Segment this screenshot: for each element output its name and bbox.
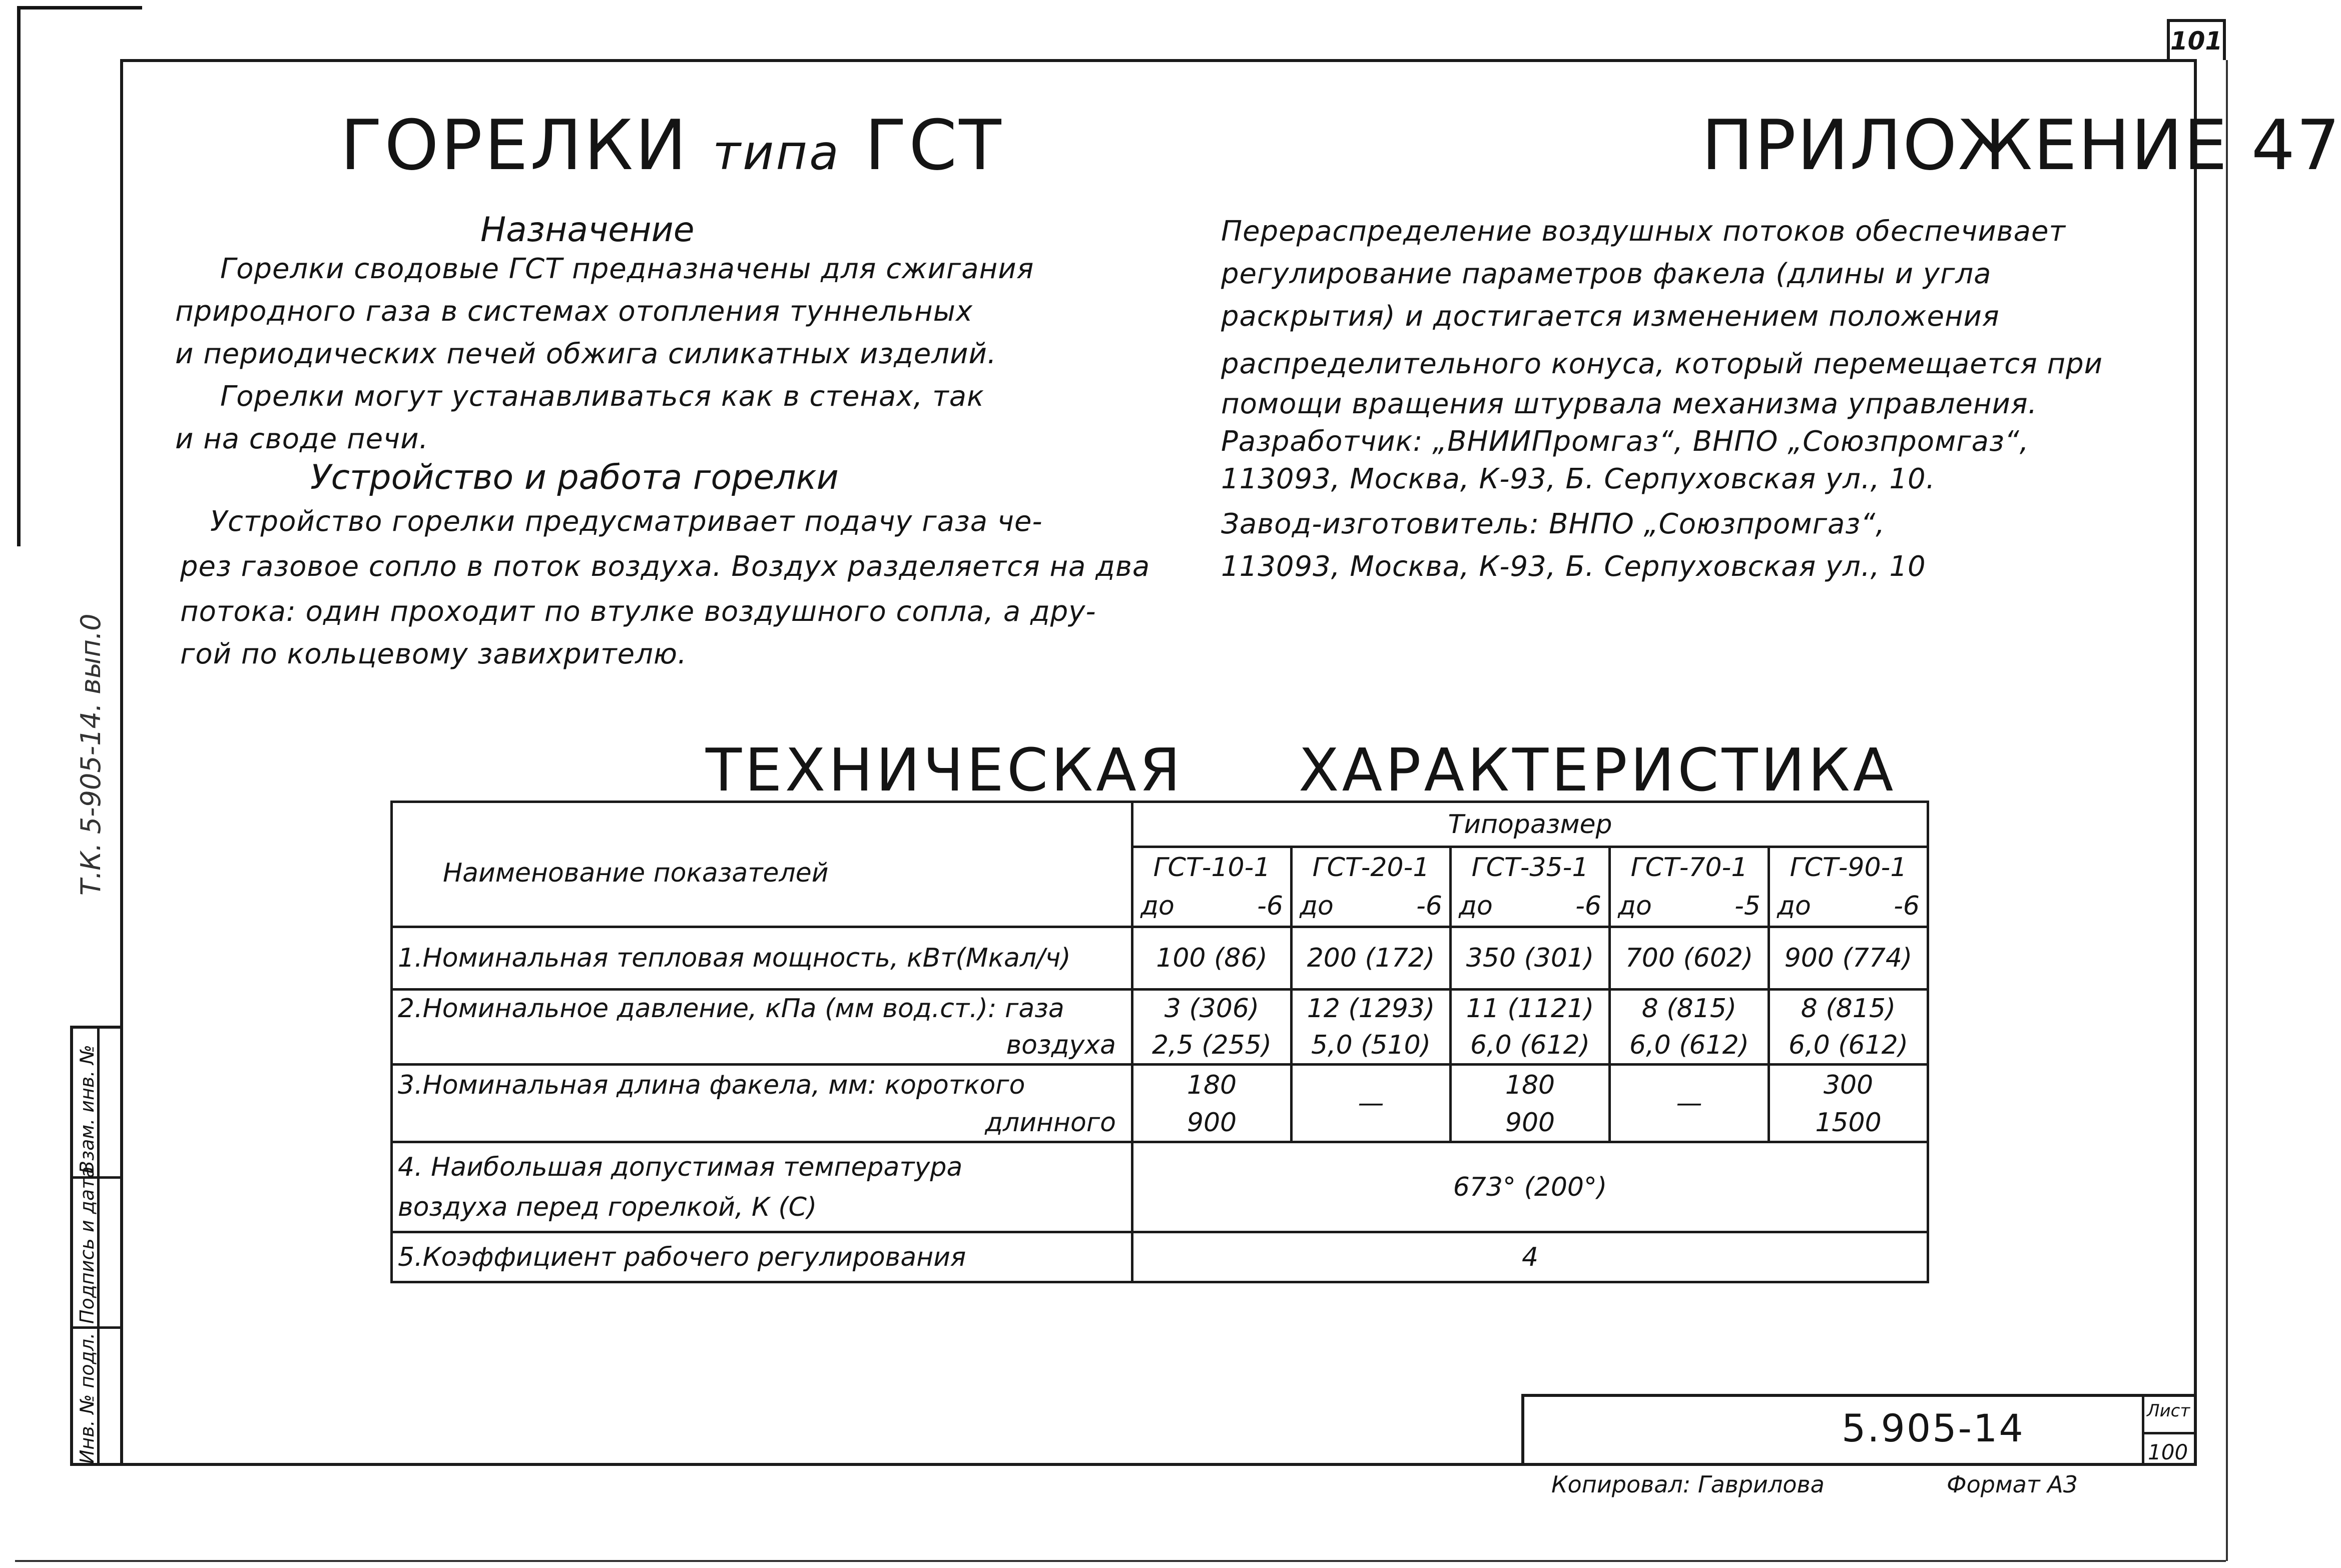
outer-frame-right [2226, 60, 2228, 1561]
header-group: Типоразмер [1132, 802, 1928, 847]
title-end: ГСТ [864, 105, 1003, 186]
model-range-2 [1292, 887, 1451, 927]
model-range-to-1: -6 [1257, 891, 1283, 922]
right-line-3: раскрытия) и достигается изменением положения [1221, 300, 2000, 333]
device-line-4: гой по кольцевому завихрителю. [180, 638, 687, 670]
right-line-4: распределительного конуса, который перемещается при [1221, 348, 2103, 380]
table-row [392, 927, 1928, 990]
model-range-from-4: до [1618, 891, 1652, 922]
outer-frame-top [17, 6, 142, 10]
model-range-from-2: до [1300, 891, 1334, 922]
purpose-line-5: и на своде печи. [175, 423, 429, 455]
tech-title-a: ТЕХНИЧЕСКАЯ [706, 735, 1184, 805]
model-name-3: ГСТ-35-1 [1451, 847, 1610, 887]
device-line-2: рез газовое сопло в поток воздуха. Воздух разделяется на два [180, 550, 1150, 583]
row3-label-a: 3.Номинальная длина факела, мм: короткого [392, 1065, 1132, 1105]
row3-short-2: — [1292, 1065, 1451, 1142]
side-label-inventory: Инв. № подл. [76, 1332, 98, 1464]
sheet-format: Формат А3 [1947, 1471, 2078, 1498]
row2-air-2: 5,0 (510) [1292, 1027, 1451, 1065]
purpose-line-2: природного газа в системах отопления туннельных [175, 295, 973, 328]
copied-by: Копировал: Гаврилова [1551, 1471, 1825, 1498]
model-name-2: ГСТ-20-1 [1292, 847, 1451, 887]
row3-long-1: 900 [1132, 1105, 1292, 1142]
purpose-line-3: и периодических печей обжига силикатных изделий. [175, 338, 997, 370]
outer-frame-left [17, 6, 21, 546]
row3-long-3: 900 [1451, 1105, 1610, 1142]
row5-value: 4 [1132, 1232, 1928, 1282]
row3-short-5: 300 [1769, 1065, 1928, 1105]
row5-label: 5.Коэффициент рабочего регулирования [392, 1232, 1132, 1282]
sheet-label: Лист [2147, 1401, 2190, 1421]
model-range-to-4: -5 [1734, 891, 1761, 922]
row3-long-5: 1500 [1769, 1105, 1928, 1142]
title-small: типа [713, 125, 841, 181]
table-row [392, 1027, 1928, 1065]
page-number: 101 [2167, 19, 2226, 60]
right-line-8: Завод-изготовитель: ВНПО „Союзпромгаз“, [1221, 508, 1885, 540]
row2-label-b: воздуха [392, 1027, 1132, 1065]
right-line-9: 113093, Москва, К-93, Б. Серпуховская ул., 10 [1221, 550, 1926, 583]
table-row [392, 1065, 1928, 1105]
model-range-3 [1451, 887, 1610, 927]
row2-air-1: 2,5 (255) [1132, 1027, 1292, 1065]
sheet-divider [2142, 1432, 2197, 1434]
vertical-document-code: Т.К. 5-905-14. вып.0 [75, 613, 107, 896]
row1-value-3: 350 (301) [1451, 927, 1610, 990]
table-row [392, 990, 1928, 1027]
row3-short-1: 180 [1132, 1065, 1292, 1105]
right-line-6: Разработчик: „ВНИИПромгаз“, ВНПО „Союзпромгаз“, [1221, 425, 2029, 458]
row4-label [392, 1142, 1132, 1232]
row1-value-4: 700 (602) [1610, 927, 1769, 990]
row3-short-3: 180 [1451, 1065, 1610, 1105]
table-row [392, 1232, 1928, 1282]
row3-label-b: длинного [392, 1105, 1132, 1142]
title-main: ГОРЕЛКИ [340, 105, 689, 186]
row2-air-4: 6,0 (612) [1610, 1027, 1769, 1065]
right-line-7: 113093, Москва, К-93, Б. Серпуховская ул., 10. [1221, 463, 1936, 495]
model-range-to-5: -6 [1894, 891, 1920, 922]
device-line-3: потока: один проходит по втулке воздушного сопла, а дру- [180, 595, 1096, 628]
page-title [340, 105, 1003, 186]
row4-value: 673° (200°) [1132, 1142, 1928, 1232]
model-name-1: ГСТ-10-1 [1132, 847, 1292, 887]
row2-air-5: 6,0 (612) [1769, 1027, 1928, 1065]
purpose-heading: Назначение [480, 210, 695, 250]
side-stamp-strip [70, 1026, 120, 1466]
right-line-2: регулирование параметров факела (длины и угла [1221, 258, 1992, 290]
model-range-to-2: -6 [1416, 891, 1442, 922]
row2-gas-1: 3 (306) [1132, 990, 1292, 1027]
tech-title [706, 735, 1896, 805]
row2-gas-2: 12 (1293) [1292, 990, 1451, 1027]
right-line-1: Перераспределение воздушных потоков обеспечивает [1221, 215, 2066, 248]
side-label-signature: Подпись и дата [76, 1166, 98, 1324]
sheet-number: 100 [2148, 1440, 2188, 1464]
model-name-4: ГСТ-70-1 [1610, 847, 1769, 887]
model-name-5: ГСТ-90-1 [1769, 847, 1928, 887]
appendix-title: ПРИЛОЖЕНИЕ 47 [1701, 105, 2341, 186]
spec-table [390, 801, 1929, 1283]
row4-label-a: 4. Наибольшая допустимая температура [398, 1152, 963, 1182]
purpose-line-4: Горелки могут устанавливаться как в стенах, так [220, 380, 984, 413]
header-name [392, 802, 1132, 927]
row2-air-3: 6,0 (612) [1451, 1027, 1610, 1065]
model-range-4 [1610, 887, 1769, 927]
model-range-1 [1132, 887, 1292, 927]
row2-gas-5: 8 (815) [1769, 990, 1928, 1027]
purpose-line-1: Горелки сводовые ГСТ предназначены для сжигания [220, 253, 1034, 285]
model-range-to-3: -6 [1575, 891, 1601, 922]
row2-label-a: 2.Номинальное давление, кПа (мм вод.ст.): газа [392, 990, 1132, 1027]
model-range-from-3: до [1459, 891, 1493, 922]
row1-label: 1.Номинальная тепловая мощность, кВт(Мкал/ч) [392, 927, 1132, 990]
row4-label-b: воздуха перед горелкой, К (С) [398, 1192, 817, 1222]
header-name-text: Наименование показателей [443, 858, 829, 888]
table-row [392, 1142, 1928, 1232]
row3-short-4: — [1610, 1065, 1769, 1142]
row1-value-2: 200 (172) [1292, 927, 1451, 990]
tech-title-b: ХАРАКТЕРИСТИКА [1298, 735, 1897, 805]
row2-gas-4: 8 (815) [1610, 990, 1769, 1027]
side-label-replace: Взам. инв. № [76, 1044, 98, 1174]
row2-gas-3: 11 (1121) [1451, 990, 1610, 1027]
model-range-5 [1769, 887, 1928, 927]
right-line-5: помощи вращения штурвала механизма управления. [1221, 388, 2038, 420]
outer-frame-bottom [15, 1560, 2226, 1562]
document-code: 5.905-14 [1842, 1406, 2025, 1450]
model-range-from-5: до [1777, 891, 1811, 922]
device-line-1: Устройство горелки предусматривает подачу газа че- [210, 505, 1043, 538]
model-range-from-1: до [1140, 891, 1175, 922]
row1-value-5: 900 (774) [1769, 927, 1928, 990]
device-heading: Устройство и работа горелки [310, 458, 839, 497]
row1-value-1: 100 (86) [1132, 927, 1292, 990]
